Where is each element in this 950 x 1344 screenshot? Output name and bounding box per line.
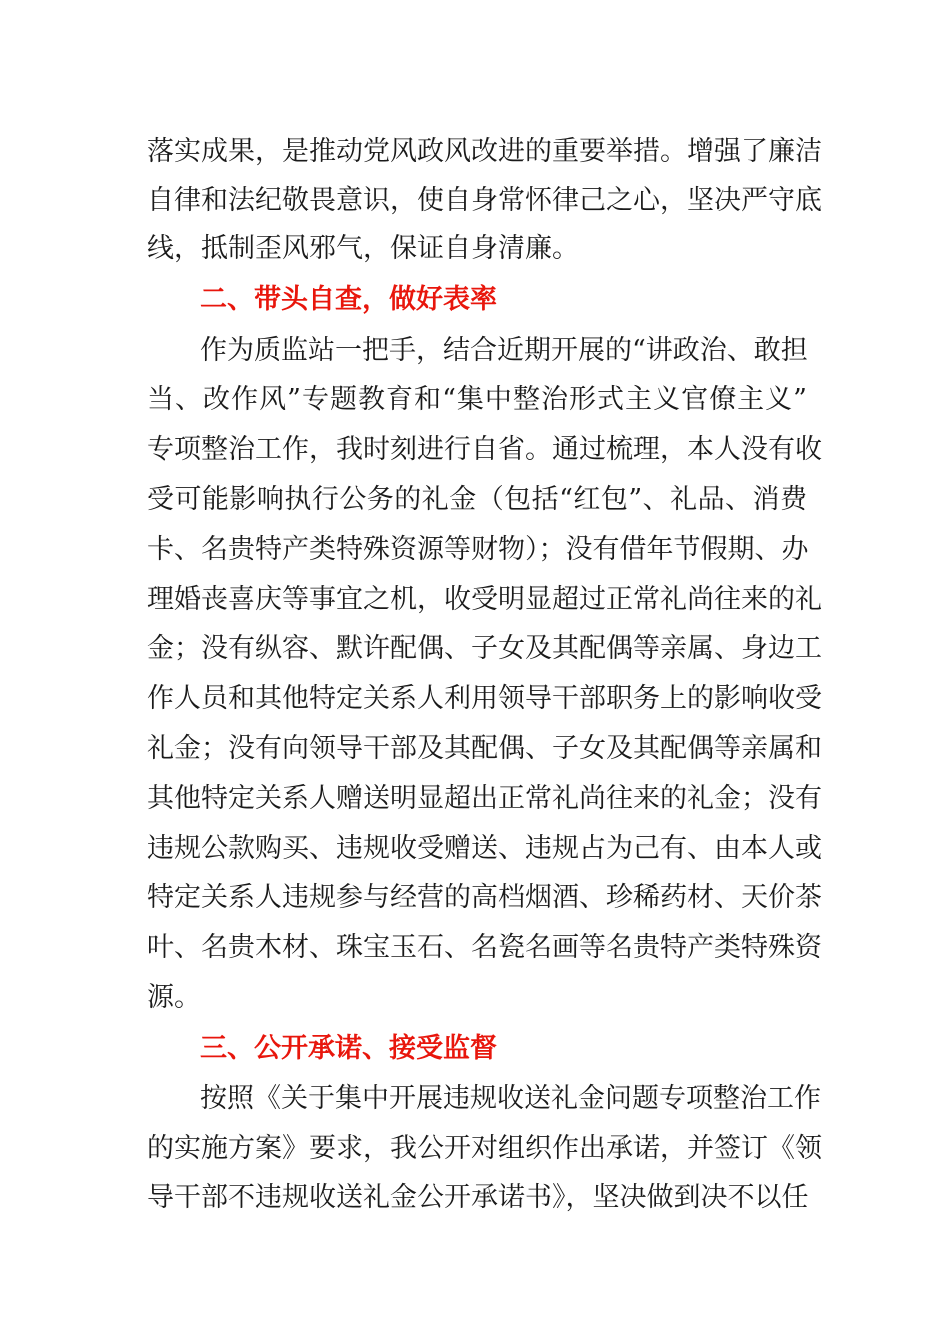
paragraph-line: 源。 bbox=[147, 982, 201, 1013]
paragraph-line: 金；没有纵容、默许配偶、子女及其配偶等亲属、身边工 bbox=[147, 633, 822, 664]
paragraph-line: 线，抵制歪风邪气，保证自身清廉。 bbox=[147, 233, 579, 264]
paragraph-line: 特定关系人违规参与经营的高档烟酒、珍稀药材、天价茶 bbox=[147, 882, 822, 913]
paragraph-line: 的实施方案》要求，我公开对组织作出承诺，并签订《领 bbox=[147, 1133, 822, 1164]
paragraph-line: 自律和法纪敬畏意识，使自身常怀律己之心，坚决严守底 bbox=[147, 185, 822, 216]
paragraph-line: 导干部不违规收送礼金公开承诺书》，坚决做到决不以任 bbox=[147, 1182, 809, 1213]
paragraph-line: 按照《关于集中开展违规收送礼金问题专项整治工作 bbox=[200, 1083, 821, 1114]
section-heading-2: 二、带头自查，做好表率 bbox=[200, 284, 497, 315]
paragraph-line: 作人员和其他特定关系人利用领导干部职务上的影响收受 bbox=[147, 683, 822, 714]
paragraph-line: 落实成果，是推动党风政风改进的重要举措。增强了廉洁 bbox=[147, 136, 822, 167]
paragraph-line: 作为质监站一把手，结合近期开展的“讲政治、敢担 bbox=[200, 335, 808, 366]
paragraph-line: 卡、名贵特产类特殊资源等财物）；没有借年节假期、办 bbox=[147, 534, 809, 565]
paragraph-line: 其他特定关系人赠送明显超出正常礼尚往来的礼金；没有 bbox=[147, 783, 822, 814]
paragraph-line: 叶、名贵木材、珠宝玉石、名瓷名画等名贵特产类特殊资 bbox=[147, 932, 822, 963]
section-heading-3: 三、公开承诺、接受监督 bbox=[200, 1033, 497, 1064]
paragraph-line: 违规公款购买、违规收受赠送、违规占为己有、由本人或 bbox=[147, 833, 822, 864]
paragraph-line: 理婚丧喜庆等事宜之机，收受明显超过正常礼尚往来的礼 bbox=[147, 584, 822, 615]
paragraph-line: 当、改作风”专题教育和“集中整治形式主义官僚主义” bbox=[147, 384, 807, 415]
paragraph-line: 专项整治工作，我时刻进行自省。通过梳理，本人没有收 bbox=[147, 434, 822, 465]
paragraph-line: 礼金；没有向领导干部及其配偶、子女及其配偶等亲属和 bbox=[147, 733, 822, 764]
paragraph-line: 受可能影响执行公务的礼金（包括“红包”、礼品、消费 bbox=[147, 484, 807, 515]
